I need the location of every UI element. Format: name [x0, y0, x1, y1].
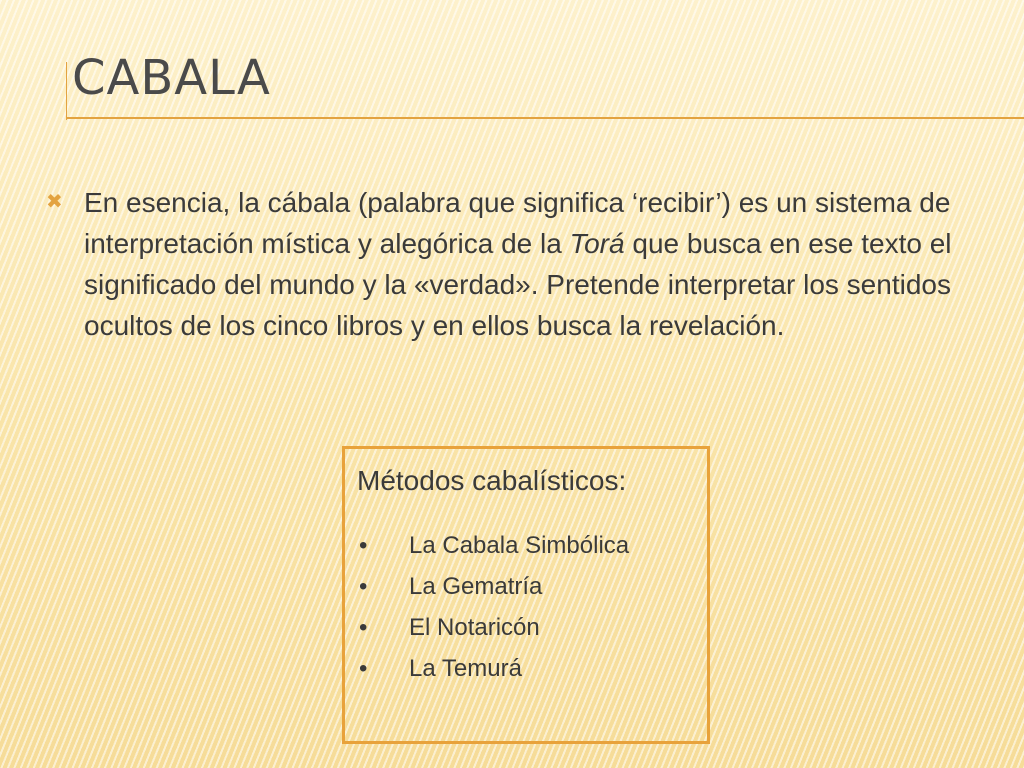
title-underline-rule — [66, 117, 1024, 119]
list-item — [357, 607, 697, 648]
x-mark-icon: ✖ — [46, 191, 63, 213]
list-item — [357, 648, 697, 689]
methods-box — [342, 446, 710, 744]
list-item — [357, 525, 697, 566]
bullet-text — [84, 182, 986, 346]
main-bullet — [46, 182, 986, 346]
methods-list — [357, 525, 697, 689]
title-vertical-rule — [66, 62, 67, 120]
method-label: El Notaricón — [409, 614, 540, 641]
bullet-dot: • — [359, 655, 368, 682]
bullet-dot: • — [359, 573, 368, 600]
method-label: La Gematría — [409, 573, 543, 600]
slide-title: CABALA — [72, 50, 271, 106]
method-label: La Cabala Simbólica — [409, 532, 630, 559]
list-item — [357, 566, 697, 607]
method-label: La Temurá — [409, 655, 522, 682]
bullet-text-emphasis: Torá — [569, 228, 625, 259]
methods-title: Métodos cabalísticos: — [357, 465, 627, 496]
bullet-text-part-1: En esencia, la cábala (palabra que significa ‘recibir’) es un sistema de interpretación mística y alegórica de la — [84, 187, 951, 259]
bullet-dot: • — [359, 614, 368, 641]
bullet-text-part-2: que busca en ese texto el significado del mundo y la «verdad». Pretende interpretar los sentidos ocultos de los cinco libros y en ellos busca la revelación. — [84, 228, 952, 341]
bullet-dot: • — [359, 532, 368, 559]
